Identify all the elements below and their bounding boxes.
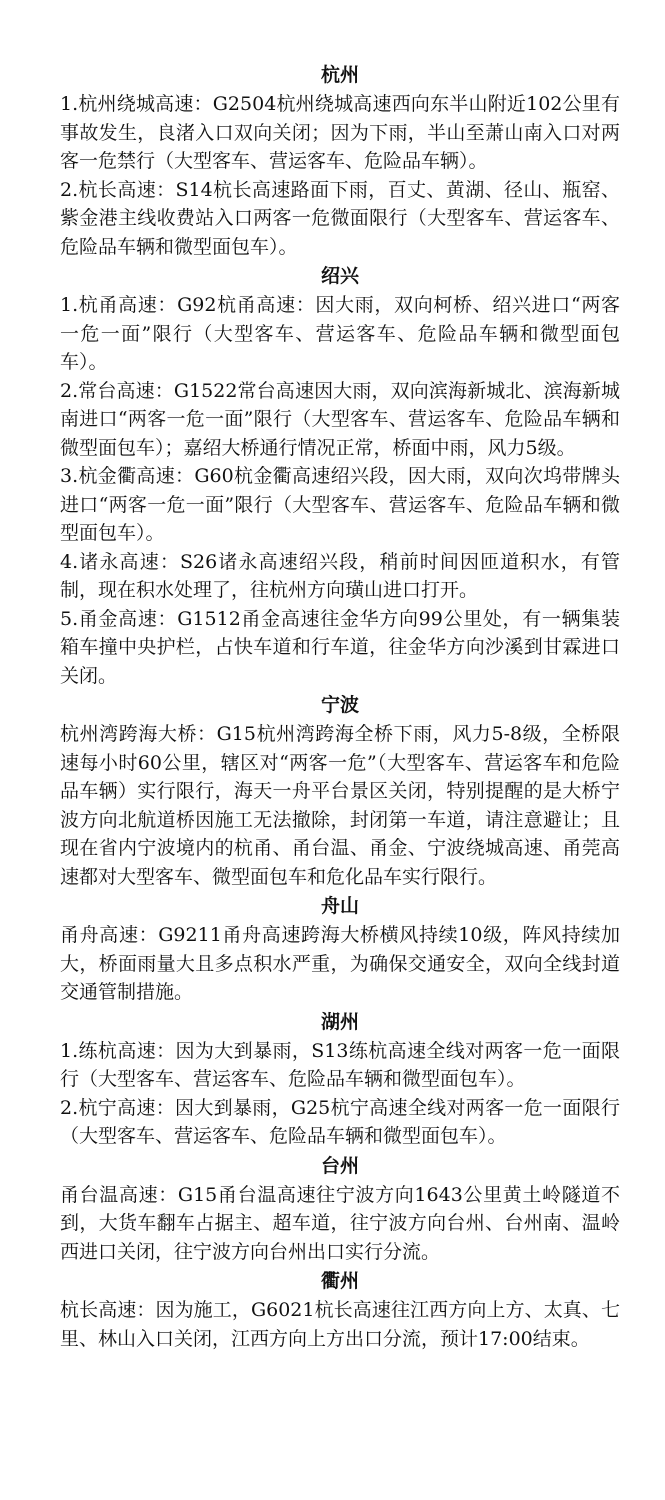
section-title: 宁波 xyxy=(320,694,359,716)
traffic-item: 1.杭甬高速：G92杭甬高速：因大雨，双向柯桥、绍兴进口“两客一危一面”限行（大型客车、营运客车、危险品车辆和微型面包车）。 xyxy=(60,294,620,373)
section-title: 台州 xyxy=(320,1154,359,1177)
section-title: 湖州 xyxy=(320,1010,359,1033)
traffic-item: 1.杭州绕城高速：G2504杭州绕城高速西向东半山附近102公里有事故发生，良渚入口双向关闭；因为下雨，半山至萧山南入口对两客一危禁行（大型客车、营运客车、危险品车辆）。 xyxy=(60,93,620,172)
traffic-item: 2.杭长高速：S14杭长高速路面下雨，百丈、黄湖、径山、瓶窑、紫金港主线收费站入口两客一危微面限行（大型客车、营运客车、危险品车辆和微型面包车）。 xyxy=(60,178,620,258)
section-title: 衢州 xyxy=(320,1270,359,1292)
section-title: 绍兴 xyxy=(320,265,359,287)
traffic-item: 3.杭金衢高速：G60杭金衢高速绍兴段，因大雨，双向次坞带牌头进口“两客一危一面”限行（大型客车、营运客车、危险品车辆和微型面包车）。 xyxy=(60,465,620,544)
section-title: 舟山 xyxy=(320,895,359,917)
traffic-item: 2.杭宁高速：因大到暴雨，G25杭宁高速全线对两客一危一面限行（大型客车、营运客车、危险品车辆和微型面包车）。 xyxy=(60,1096,620,1147)
traffic-item: 甬舟高速：G9211甬舟高速跨海大桥横风持续10级，阵风持续加大，桥面雨量大且多点积水严重，为确保交通安全，双向全线封道交通管制措施。 xyxy=(60,924,620,1003)
traffic-item: 杭长高速：因为施工，G6021杭长高速往江西方向上方、太真、七里、林山入口关闭，江西方向上方出口分流，预计17:00结束。 xyxy=(60,1299,620,1350)
traffic-item: 2.常台高速：G1522常台高速因大雨，双向滨海新城北、滨海新城南进口“两客一危一面”限行（大型客车、营运客车、危险品车辆和微型面包车）；嘉绍大桥通行情况正常，桥面中雨，风力5级。 xyxy=(60,379,620,459)
traffic-item: 甬台温高速：G15甬台温高速往宁波方向1643公里黄土岭隧道不到，大货车翻车占据主、超车道，往宁波方向台州、台州南、温岭西进口关闭，往宁波方向台州出口实行分流。 xyxy=(60,1183,620,1263)
traffic-bulletin-document xyxy=(60,60,620,1353)
traffic-item: 4.诸永高速：S26诸永高速绍兴段，稍前时间因匝道积水，有管制，现在积水处理了，往杭州方向璜山进口打开。 xyxy=(60,550,620,601)
traffic-item: 1.练杭高速：因为大到暴雨，S13练杭高速全线对两客一危一面限行（大型客车、营运客车、危险品车辆和微型面包车）。 xyxy=(60,1039,620,1090)
section-title: 杭州 xyxy=(320,64,359,86)
traffic-item: 5.甬金高速：G1512甬金高速往金华方向99公里处，有一辆集装箱车撞中央护栏，占快车道和行车道，往金华方向沙溪到甘霖进口关闭。 xyxy=(60,607,620,687)
traffic-item: 杭州湾跨海大桥：G15杭州湾跨海全桥下雨，风力5-8级，全桥限速每小时60公里，辖区对“两客一危”（大型客车、营运客车和危险品车辆）实行限行，海天一舟平台景区关闭，特别提醒的是大桥宁波方向北航道桥因施工无法撤除，封闭第一车道，请注意避让；且现在省内宁波境内的杭甬、甬台温、甬金、宁波绕城高速、甬莞高速都对大型客车、微型面包车和危化品车实行限行。 xyxy=(60,723,620,888)
